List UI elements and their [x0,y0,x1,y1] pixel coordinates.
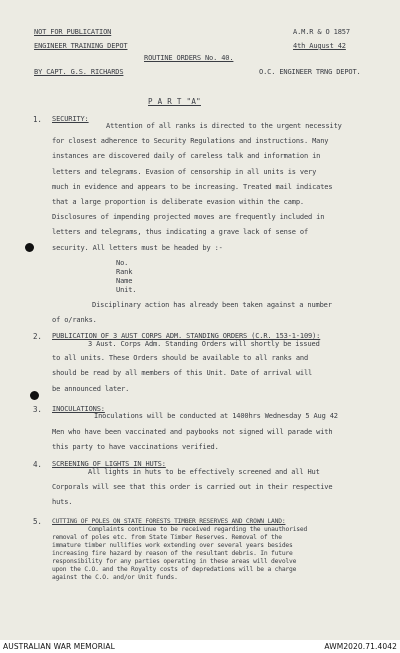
paragraph-line: letters and telegrams. Evasion of censorship in all units is very [52,168,317,176]
letter-header-field: Rank [116,268,133,276]
archive-name: AUSTRALIAN WAR MEMORIAL [3,642,115,651]
paragraph-line: letters and telegrams, thus indicating a grave lack of sense of [52,228,309,236]
item-heading: SECURITY: [52,115,89,123]
paragraph-line: this party to have vaccinations verified. [52,443,219,451]
paragraph-line: against the C.O. and/or Unit funds. [52,574,178,581]
paragraph-line: much in evidence and appears to be increasing. Treated mail indicates [52,183,333,191]
item-number: 4. [33,460,42,469]
paragraph-line: immature timber nullifies work extending over several years besides [52,542,293,549]
letter-header-field: Unit. [116,286,137,294]
punch-hole [30,391,39,400]
paragraph-line: Disciplinary action has already been taken against a number [92,301,332,309]
paragraph-line: should be read by all members of this Unit. Date of arrival will [52,369,313,377]
paragraph-line: that a large proportion is deliberate evasion within the camp. [52,198,304,206]
paragraph-line: All lights in huts to be effectively screened and all Hut [88,468,320,476]
item-number: 3. [33,405,42,414]
punch-hole [25,243,34,252]
paragraph-line: increasing fire hazard by reason of the resultant debris. In future [52,550,293,557]
item-heading: SCREENING OF LIGHTS IN HUTS: [52,460,166,468]
paragraph-line: be announced later. [52,385,130,393]
depot-label: ENGINEER TRAINING DEPOT [34,42,128,50]
paragraph-line: Disclosures of impending projected moves are frequently included in [52,213,325,221]
paragraph-line: Men who have been vaccinated and paybooks not signed will parade with [52,428,333,436]
item-number: 2. [33,332,42,341]
part-heading: P A R T "A" [148,97,201,106]
item-number: 5. [33,517,42,526]
paragraph-line: removal of poles etc. from State Timber Reserves. Removal of the [52,534,282,541]
item-heading: CUTTING OF POLES ON STATE FORESTS TIMBER RESERVES AND CROWN LAND: [52,518,286,525]
paragraph-line: Corporals will see that this order is carried out in their respective [52,483,333,491]
by-line: BY CAPT. G.S. RICHARDS [34,68,124,76]
oc-line: O.C. ENGINEER TRNG DEPOT. [259,68,361,76]
archive-footer [0,640,400,653]
order-date: 4th August 42 [293,42,346,50]
routine-orders-title: ROUTINE ORDERS No. 40. [144,54,234,62]
paragraph-line: huts. [52,498,73,506]
not-for-publication-label: NOT FOR PUBLICATION [34,28,112,36]
paragraph-line: 3 Aust. Corps Adm. Standing Orders will shortly be issued [88,340,320,348]
paragraph-line: instances are discovered daily of careless talk and information in [52,152,321,160]
item-heading: PUBLICATION OF 3 AUST CORPS ADM. STANDING ORDERS (C.R. 153-1-109): [52,332,321,340]
paragraph-line: of o/ranks. [52,316,97,324]
paragraph-line: security. All letters must be headed by :- [52,244,223,252]
paragraph-line: responsibility for any parties operating in these areas will devolve [52,558,297,565]
letter-header-field: No. [116,259,129,267]
letter-header-field: Name [116,277,133,285]
reference-number: A.M.R & O 1857 [293,28,350,36]
paragraph-line: Inoculations will be conducted at 1400hrs Wednesday 5 Aug 42 [94,412,338,420]
item-heading: INOCULATIONS: [52,405,105,413]
archive-accession-number: AWM2020.71.4042 [324,642,397,651]
item-number: 1. [33,115,42,124]
paragraph-line: Complaints continue to be received regarding the unauthorised [88,526,308,533]
paragraph-line: upon the C.O. and the Royalty costs of depredations will be a charge [52,566,297,573]
paragraph-line: Attention of all ranks is directed to the urgent necessity [106,122,342,130]
paragraph-line: for closest adherence to Security Regulations and instructions. Many [52,137,329,145]
paragraph-line: to all units. These Orders should be available to all ranks and [52,354,309,362]
